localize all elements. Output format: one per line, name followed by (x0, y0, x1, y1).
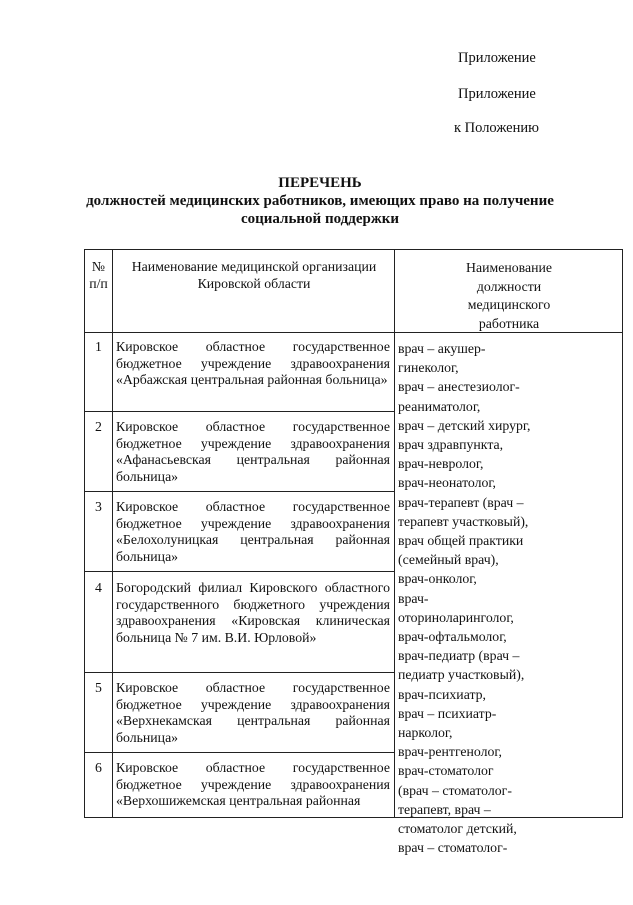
medical-positions-list: врач – акушер- гинеколог, врач – анестезиолог- реаниматолог, врач – детский хирург, врач здравпункта, врач-невролог, врач-неонатолог, врач-терапевт (врач – терапевт участковый), врач общей практики (семейный врач), врач-онколог, врач- оториноларинголог, врач-офтальмолог, врач-педиатр (врач – педиатр участковый), врач-психиатр, врач – психиатр- нарколог, врач-рентгенолог, врач-стоматолог (врач – стоматолог- терапевт, врач – стоматолог детский, врач – стоматолог- (398, 341, 531, 856)
row-2-org: Кировское областное государственное бюджетное учреждение здравоохранения «Афанасьевская центральная районная больница» (116, 419, 390, 484)
title-line-3: социальной поддержки (240, 211, 399, 227)
row-3-num: 3 (95, 499, 102, 514)
row-line-1 (84, 411, 395, 412)
row-6-num: 6 (95, 760, 102, 775)
row-1-org: Кировское областное государственное бюджетное учреждение здравоохранения «Арбажская центральная районная больница» (116, 339, 390, 387)
row-5-org: Кировское областное государственное бюджетное учреждение здравоохранения «Верхнекамская центральная районная больница» (116, 680, 390, 745)
row-5-num: 5 (95, 680, 102, 695)
table-border-left (84, 249, 85, 818)
row-4-num: 4 (95, 580, 102, 595)
header-organization: Наименование медицинской организации Кировской области (131, 259, 377, 291)
row-line-4 (84, 672, 395, 673)
col-line-2 (394, 249, 395, 818)
positions-table (84, 249, 623, 856)
row-line-3 (84, 571, 395, 572)
row-4-org: Богородский филиал Кировского областного государственного бюджетного учреждения здравоохранения «Кировская клиническая больница № 7 им. В.И. Юрловой» (116, 580, 390, 645)
header-appendix-2: Приложение (458, 86, 536, 102)
header-position: Наименование должности медицинского работника (466, 260, 552, 331)
header-to-regulation: к Положению (454, 120, 539, 136)
row-line-2 (84, 491, 395, 492)
row-6-org: Кировское областное государственное бюджетное учреждение здравоохранения «Верхошижемская центральная районная (116, 760, 390, 808)
table-border-top (84, 249, 623, 250)
col-line-1 (112, 249, 113, 818)
document-title (60, 174, 580, 228)
table-border-right (622, 249, 623, 818)
row-3-org: Кировское областное государственное бюджетное учреждение здравоохранения «Белохолуницкая центральная районная больница» (116, 499, 390, 564)
title-line-2: должностей медицинских работников, имеющих право на получение (86, 193, 554, 209)
row-line-5 (84, 752, 395, 753)
header-appendix-1: Приложение (458, 50, 536, 66)
title-line-1: ПЕРЕЧЕНЬ (278, 175, 362, 191)
header-num: № п/п (89, 259, 108, 291)
row-1-num: 1 (95, 339, 102, 354)
row-2-num: 2 (95, 419, 102, 434)
